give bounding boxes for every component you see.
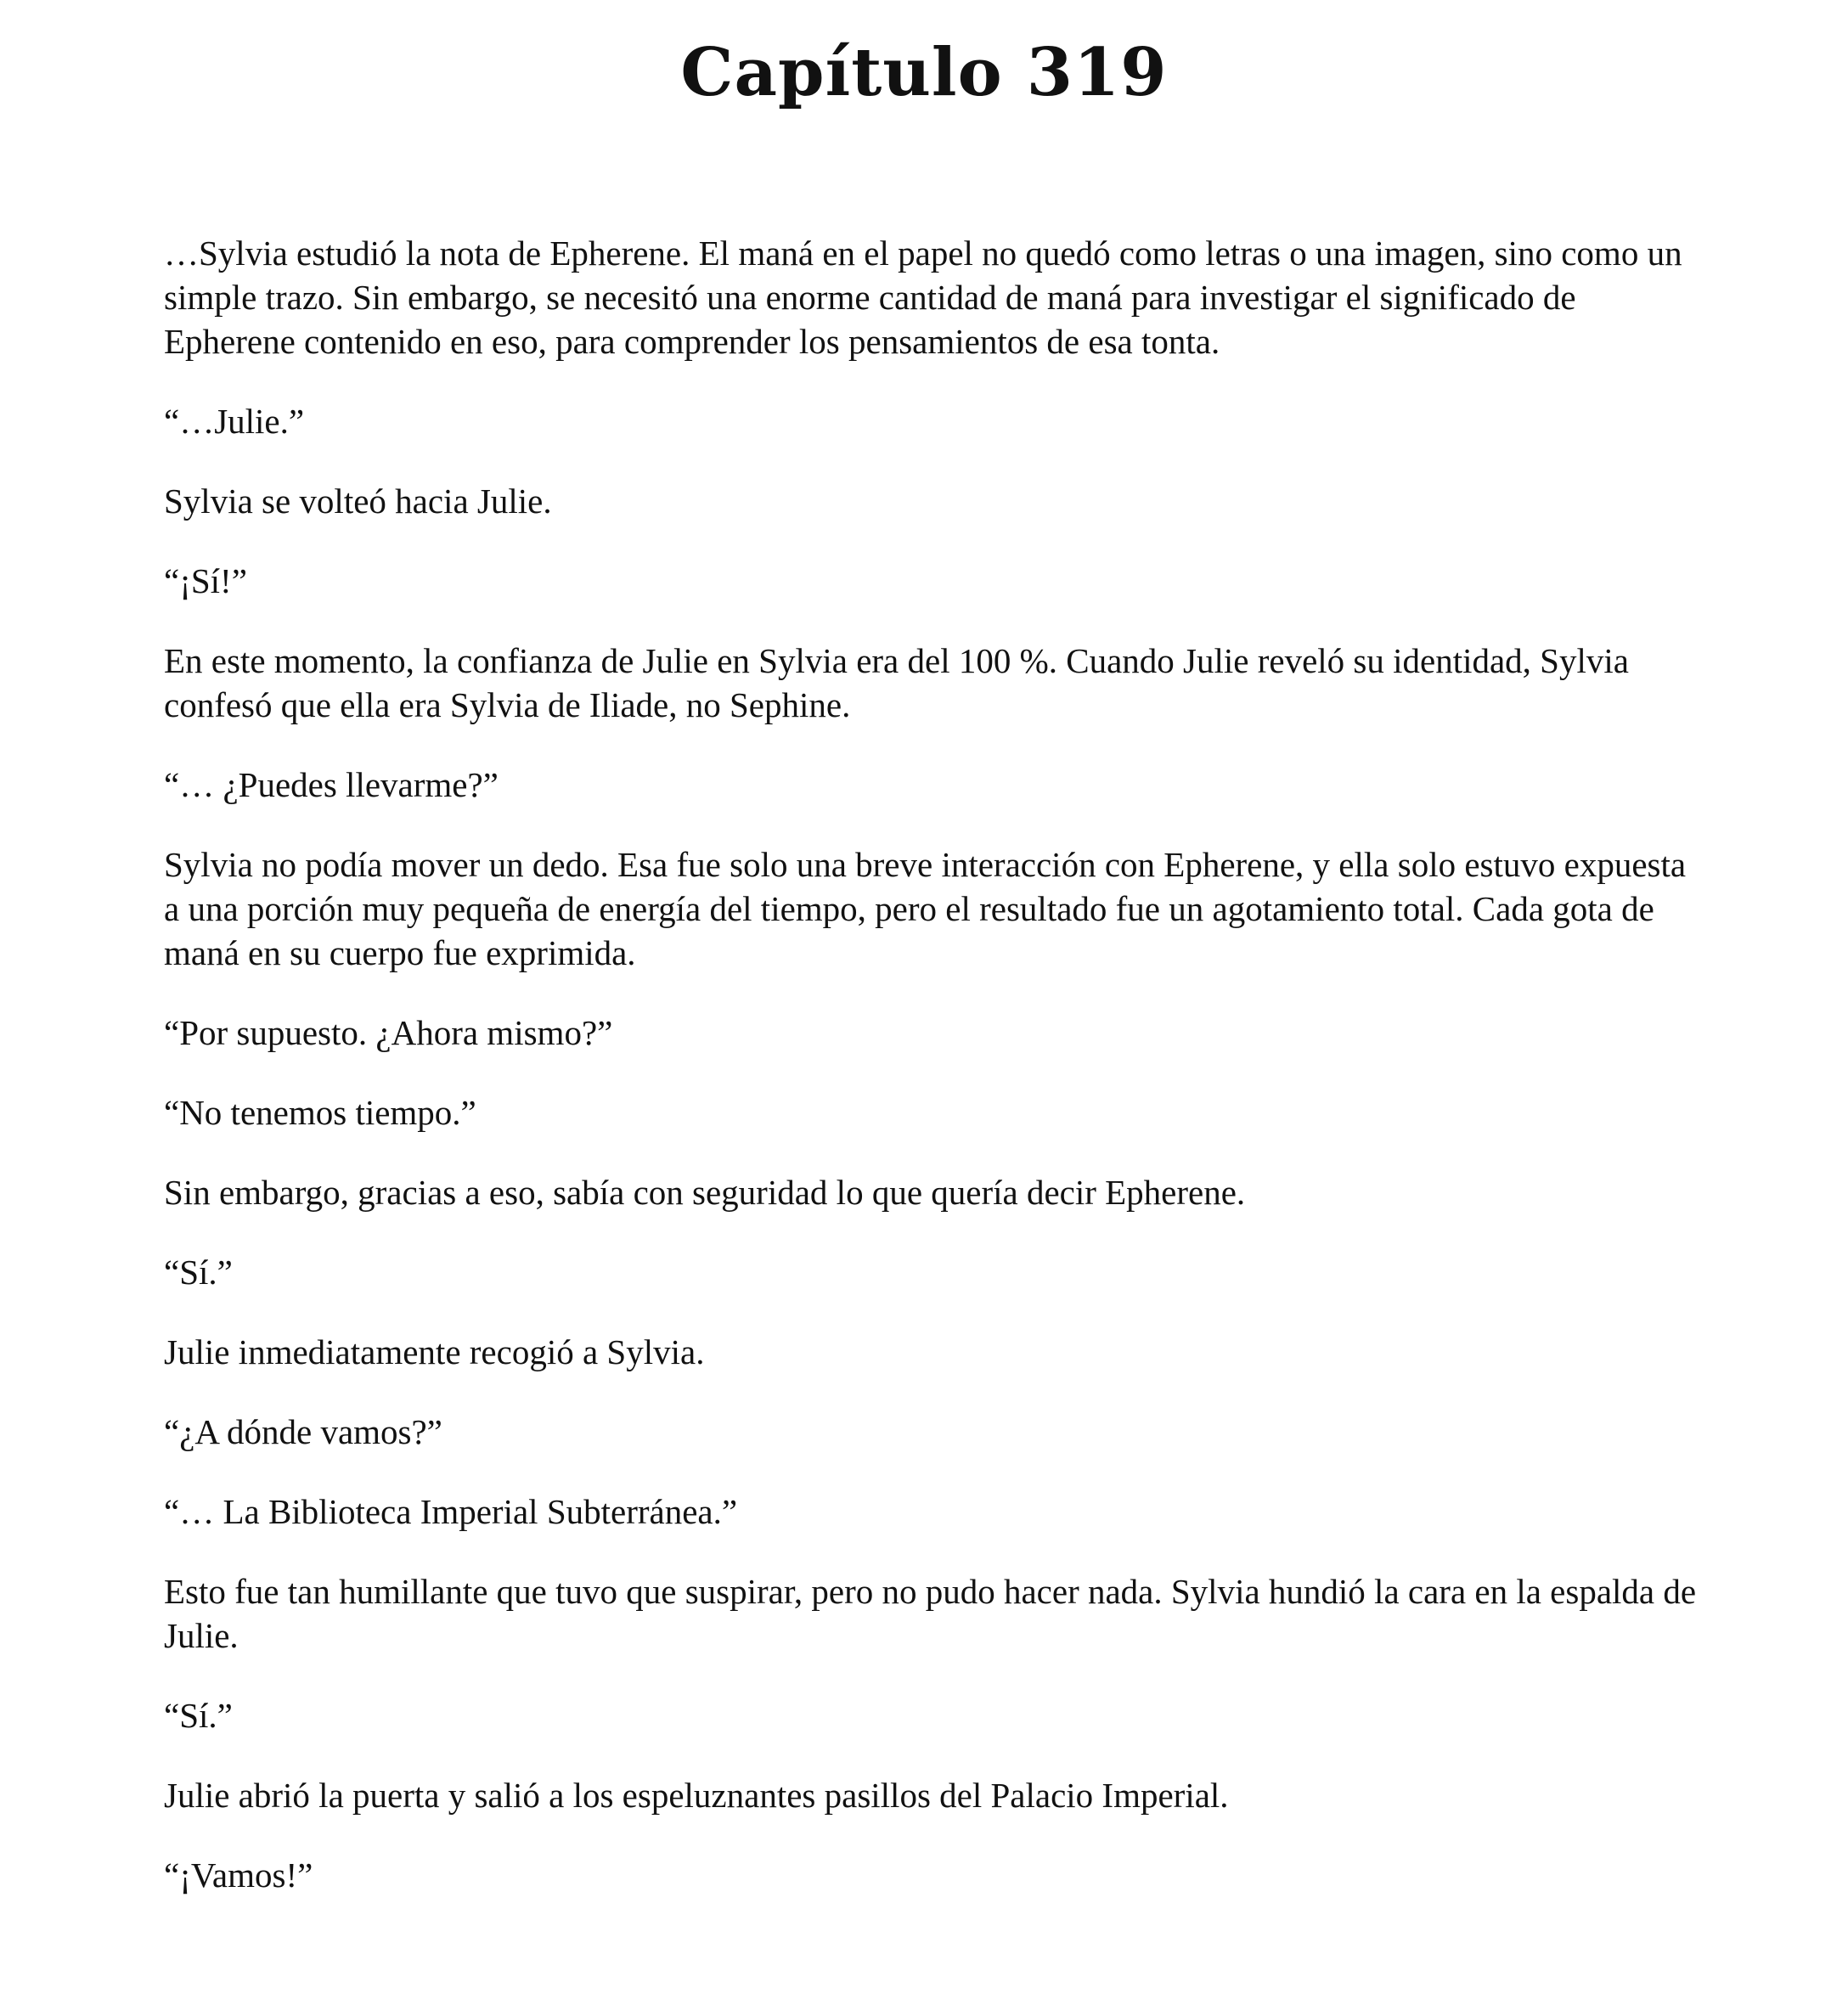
paragraph: Sylvia no podía mover un dedo. Esa fue solo una breve interacción con Epherene, y ella solo estuvo expuesta a una porción muy pequeña de energía del tiempo, pero el resultado fue un agotamiento total. Cada gota de maná en su cuerpo fue exprimida. — [164, 845, 1687, 972]
paragraph: Julie abrió la puerta y salió a los espeluznantes pasillos del Palacio Imperial. — [164, 1776, 1229, 1815]
paragraph: Sin embargo, gracias a eso, sabía con seguridad lo que quería decir Epherene. — [164, 1173, 1246, 1212]
paragraph: “¡Sí!” — [164, 561, 247, 600]
paragraph: …Sylvia estudió la nota de Epherene. El maná en el papel no quedó como letras o una imagen, sino como un simple trazo. Sin embargo, se necesitó una enorme cantidad de maná para investigar el significado de Epherene contenido en eso, para comprender los pensamientos de esa tonta. — [164, 234, 1682, 361]
paragraph: “… La Biblioteca Imperial Subterránea.” — [164, 1492, 738, 1531]
paragraph: “¿A dónde vamos?” — [164, 1412, 442, 1451]
paragraph: Julie inmediatamente recogió a Sylvia. — [164, 1332, 705, 1371]
paragraph: “Sí.” — [164, 1253, 233, 1292]
paragraph: “Por supuesto. ¿Ahora mismo?” — [164, 1013, 613, 1052]
chapter-body — [164, 231, 1710, 1933]
paragraph: “…Julie.” — [164, 402, 305, 441]
paragraph: Esto fue tan humillante que tuvo que suspirar, pero no pudo hacer nada. Sylvia hundió la cara en la espalda de Julie. — [164, 1572, 1697, 1655]
paragraph: “¡Vamos!” — [164, 1855, 313, 1895]
paragraph: “… ¿Puedes llevarme?” — [164, 765, 499, 804]
chapter-title: Capítulo 319 — [680, 34, 1168, 111]
paragraph: “No tenemos tiempo.” — [164, 1093, 476, 1132]
paragraph: En este momento, la confianza de Julie en Sylvia era del 100 %. Cuando Julie reveló su identidad, Sylvia confesó que ella era Sylvia de Iliade, no Sephine. — [164, 641, 1629, 724]
paragraph: “Sí.” — [164, 1696, 233, 1735]
paragraph: Sylvia se volteó hacia Julie. — [164, 481, 552, 521]
